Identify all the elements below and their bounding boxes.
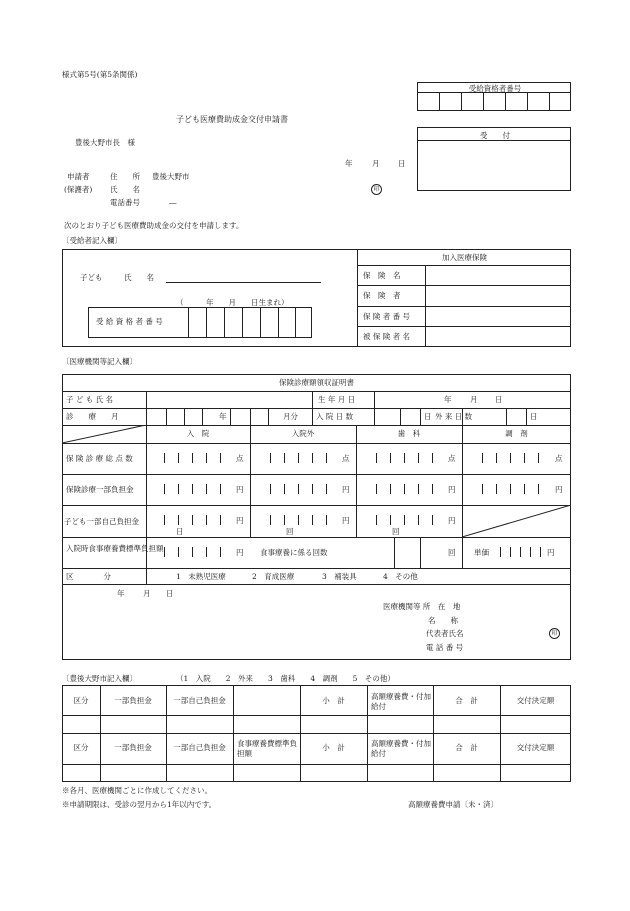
dob-label: 生 年 月 日 <box>318 395 356 404</box>
digit-tick <box>270 515 271 525</box>
child-name-line[interactable] <box>166 282 321 283</box>
insurer-label: 保 険 者 <box>363 291 401 300</box>
digit-tick <box>220 547 221 557</box>
digit-tick <box>510 547 511 557</box>
digit-tick <box>284 484 285 494</box>
digit-tick <box>312 484 313 494</box>
city-r2-total: 合 計 <box>455 743 478 752</box>
dob-day: 日 <box>495 395 503 404</box>
name-label: 氏 名 <box>110 185 140 194</box>
points-unit-outpatient: 点 <box>342 454 350 463</box>
col-dispensing: 調 剤 <box>505 429 528 438</box>
beneficiary-number-label: 受 給 資 格 者 番 号 <box>96 317 163 326</box>
digit-tick <box>206 453 207 463</box>
city-r1-copay: 一部負担金 <box>114 696 152 705</box>
digit-tick <box>326 515 327 525</box>
yen-unit-outpatient: 円 <box>342 485 350 494</box>
points-unit-dispensing: 点 <box>555 454 563 463</box>
child-name-row-label: 子 ど も 氏 名 <box>66 395 114 404</box>
applicant-label: 申請者 <box>67 172 90 181</box>
dispensing-diagonal <box>462 505 571 537</box>
self-row-label: 子ども一部自己負担金 <box>64 517 139 526</box>
date-year: 年 <box>345 159 353 168</box>
meal-count-label: 食事療養に係る回数 <box>260 548 328 557</box>
unit-price-yen: 円 <box>547 548 555 557</box>
digit-tick <box>376 515 377 525</box>
institution-name-label: 名 称 <box>428 616 458 625</box>
digit-tick <box>538 453 539 463</box>
digit-tick <box>192 515 193 525</box>
self-times-dental: 回 <box>392 527 400 536</box>
city-r2-highcost: 高額療養費・付加給付 <box>371 739 431 758</box>
insurance-name-label: 保 険 名 <box>363 271 401 280</box>
digit-tick <box>312 515 313 525</box>
digit-tick <box>496 453 497 463</box>
institution-address-label: 医療機関等 所 在 地 <box>383 602 461 611</box>
unit-price-label: 単価 <box>474 548 489 557</box>
digit-tick <box>376 453 377 463</box>
digit-tick <box>220 484 221 494</box>
digit-tick <box>284 453 285 463</box>
representative-label: 代表者氏名 <box>426 629 464 638</box>
meal-yen-unit: 円 <box>236 548 244 557</box>
digit-tick <box>482 484 483 494</box>
digit-tick <box>520 547 521 557</box>
date-day: 日 <box>398 159 406 168</box>
institution-phone-label: 電 話 番 号 <box>426 643 464 652</box>
digit-tick <box>376 484 377 494</box>
phone-value[interactable]: ― <box>169 198 177 207</box>
digit-tick <box>298 484 299 494</box>
insurer-number-label: 保 険 者 番 号 <box>363 312 411 321</box>
digit-tick <box>404 515 405 525</box>
digit-tick <box>178 515 179 525</box>
digit-tick <box>510 484 511 494</box>
dob-year: 年 <box>444 395 452 404</box>
digit-tick <box>418 484 419 494</box>
meal-times-unit: 回 <box>448 548 456 557</box>
form-id: 様式第5号(第5条関係) <box>62 70 138 79</box>
digit-tick <box>326 453 327 463</box>
apply-statement: 次のとおり子ども医療費助成金の交付を申請します。 <box>64 221 244 230</box>
city-r2-meal: 食事療養費標準負担額 <box>237 739 297 758</box>
self-times-outpatient: 回 <box>286 527 294 536</box>
recipient-number-box[interactable] <box>417 82 571 111</box>
medical-title: 保険診療額領収証明書 <box>279 378 354 387</box>
digit-tick <box>164 484 165 494</box>
city-r1-category: 区分 <box>73 696 89 705</box>
address-label: 住 所 <box>110 172 140 181</box>
category-1[interactable]: 1 未熟児医療 <box>176 572 226 581</box>
digit-tick <box>390 453 391 463</box>
self-yen-inpatient: 円 <box>236 516 244 525</box>
city-r1-total: 合 計 <box>455 696 478 705</box>
note-1: ※各月、医療機関ごとに作成してください。 <box>62 786 212 795</box>
city-r2-copay: 一部負担金 <box>114 743 152 752</box>
digit-tick <box>192 453 193 463</box>
dob-month: 月 <box>470 395 478 404</box>
self-day-inpatient: 日 <box>176 527 184 536</box>
institution-seal-icon: 印 <box>549 628 560 639</box>
col-dental: 歯 科 <box>397 429 421 438</box>
digit-tick <box>178 453 179 463</box>
digit-tick <box>270 453 271 463</box>
high-cost-status: 高額療養費申請〔未・済〕 <box>408 800 498 809</box>
reception-label: 受 付 <box>480 131 510 140</box>
cert-year: 年 <box>117 589 125 598</box>
reception-box <box>417 127 571 191</box>
year-unit: 年 <box>219 412 227 421</box>
category-3[interactable]: 3 補装具 <box>322 572 357 581</box>
digit-tick <box>390 515 391 525</box>
digit-tick <box>404 484 405 494</box>
treat-month-label: 診 療 月 <box>66 412 119 421</box>
digit-tick <box>164 453 165 463</box>
city-r2-decision: 交付決定額 <box>516 743 555 752</box>
beneficiary-heading: 〔受給者記入欄〕 <box>62 236 122 245</box>
city-r2-category: 区分 <box>73 743 89 752</box>
self-yen-dental: 円 <box>448 516 456 525</box>
points-unit-inpatient: 点 <box>236 454 244 463</box>
digit-tick <box>500 547 501 557</box>
inpatient-day-unit: 日 <box>424 412 432 421</box>
digit-tick <box>178 547 179 557</box>
digit-tick <box>192 547 193 557</box>
self-yen-outpatient: 円 <box>342 516 350 525</box>
digit-tick <box>270 484 271 494</box>
category-4[interactable]: 4 その他 <box>383 572 418 581</box>
digit-tick <box>390 484 391 494</box>
digit-tick <box>178 484 179 494</box>
child-label: 子ども <box>80 273 103 282</box>
digit-tick <box>220 453 221 463</box>
meal-row-label: 入院時食事療養費標準負担額 <box>66 544 164 553</box>
digit-tick <box>164 515 165 525</box>
copay-row-label: 保険診療一部負担金 <box>66 485 134 494</box>
digit-tick <box>432 515 433 525</box>
digit-tick <box>206 515 207 525</box>
city-heading: 〔豊後大野市記入欄〕 <box>62 674 137 683</box>
inpatient-days-label: 入 院 日 数 <box>316 412 354 421</box>
points-unit-dental: 点 <box>448 454 456 463</box>
cert-day: 日 <box>166 589 174 598</box>
digit-tick <box>206 484 207 494</box>
insurance-header: 加入医療保険 <box>442 253 487 262</box>
city-r1-self: 一部自己負担金 <box>173 696 226 705</box>
note-2: ※申請期限は、受診の翌月から1年以内です。 <box>62 800 217 809</box>
birth-label: （ 年 月 日生まれ） <box>176 298 289 307</box>
digit-tick <box>298 453 299 463</box>
digit-tick <box>312 453 313 463</box>
category-2[interactable]: 2 育成医療 <box>252 572 295 581</box>
digit-tick <box>432 453 433 463</box>
yen-unit-inpatient: 円 <box>236 485 244 494</box>
points-row-label: 保 険 診 療 総 点 数 <box>66 454 133 463</box>
medical-heading: 〔医療機関等記入欄〕 <box>62 357 137 366</box>
guardian-label: (保護者) <box>64 185 93 194</box>
digit-tick <box>530 547 531 557</box>
seal-icon: 印 <box>371 184 382 195</box>
digit-tick <box>540 547 541 557</box>
city-r1-subtotal: 小 計 <box>322 696 345 705</box>
digit-tick <box>524 453 525 463</box>
digit-tick <box>164 547 165 557</box>
digit-tick <box>298 515 299 525</box>
digit-tick <box>418 515 419 525</box>
cert-month: 月 <box>143 589 151 598</box>
digit-tick <box>326 484 327 494</box>
digit-tick <box>538 484 539 494</box>
digit-tick <box>404 453 405 463</box>
date-month: 月 <box>372 159 380 168</box>
header-diagonal <box>62 425 146 443</box>
digit-tick <box>510 453 511 463</box>
phone-label: 電話番号 <box>110 198 140 207</box>
city-types: （1 入院 2 外来 3 歯科 4 調剤 5 その他） <box>176 674 395 683</box>
digit-tick <box>206 547 207 557</box>
city-r1-highcost: 高額療養費・付加給付 <box>371 692 431 711</box>
city-r1-decision: 交付決定額 <box>516 696 555 705</box>
child-name-label: 氏 名 <box>124 273 154 282</box>
addressee: 豊後大野市長 様 <box>75 138 135 147</box>
yen-unit-dispensing: 円 <box>555 485 563 494</box>
outpatient-day-unit: 日 <box>530 412 538 421</box>
city-r2-subtotal: 小 計 <box>322 743 345 752</box>
page-title: 子ども医療費助成金交付申請書 <box>176 115 288 124</box>
digit-tick <box>432 484 433 494</box>
digit-tick <box>284 515 285 525</box>
category-label: 区 分 <box>66 572 111 581</box>
col-outpatient: 入院外 <box>291 429 315 438</box>
city-r2-self: 一部自己負担金 <box>173 743 226 752</box>
insured-name-label: 被 保 険 者 名 <box>363 332 411 341</box>
digit-tick <box>496 484 497 494</box>
yen-unit-dental: 円 <box>448 485 456 494</box>
address-value[interactable]: 豊後大野市 <box>152 172 190 181</box>
digit-tick <box>418 453 419 463</box>
digit-tick <box>482 453 483 463</box>
recipient-number-label: 受給資格者番号 <box>468 84 522 93</box>
outpatient-days-label: 外 来 日 数 <box>435 412 473 421</box>
digit-tick <box>220 515 221 525</box>
month-unit: 月分 <box>283 412 298 421</box>
digit-tick <box>192 484 193 494</box>
col-inpatient: 入 院 <box>186 429 210 438</box>
digit-tick <box>524 484 525 494</box>
